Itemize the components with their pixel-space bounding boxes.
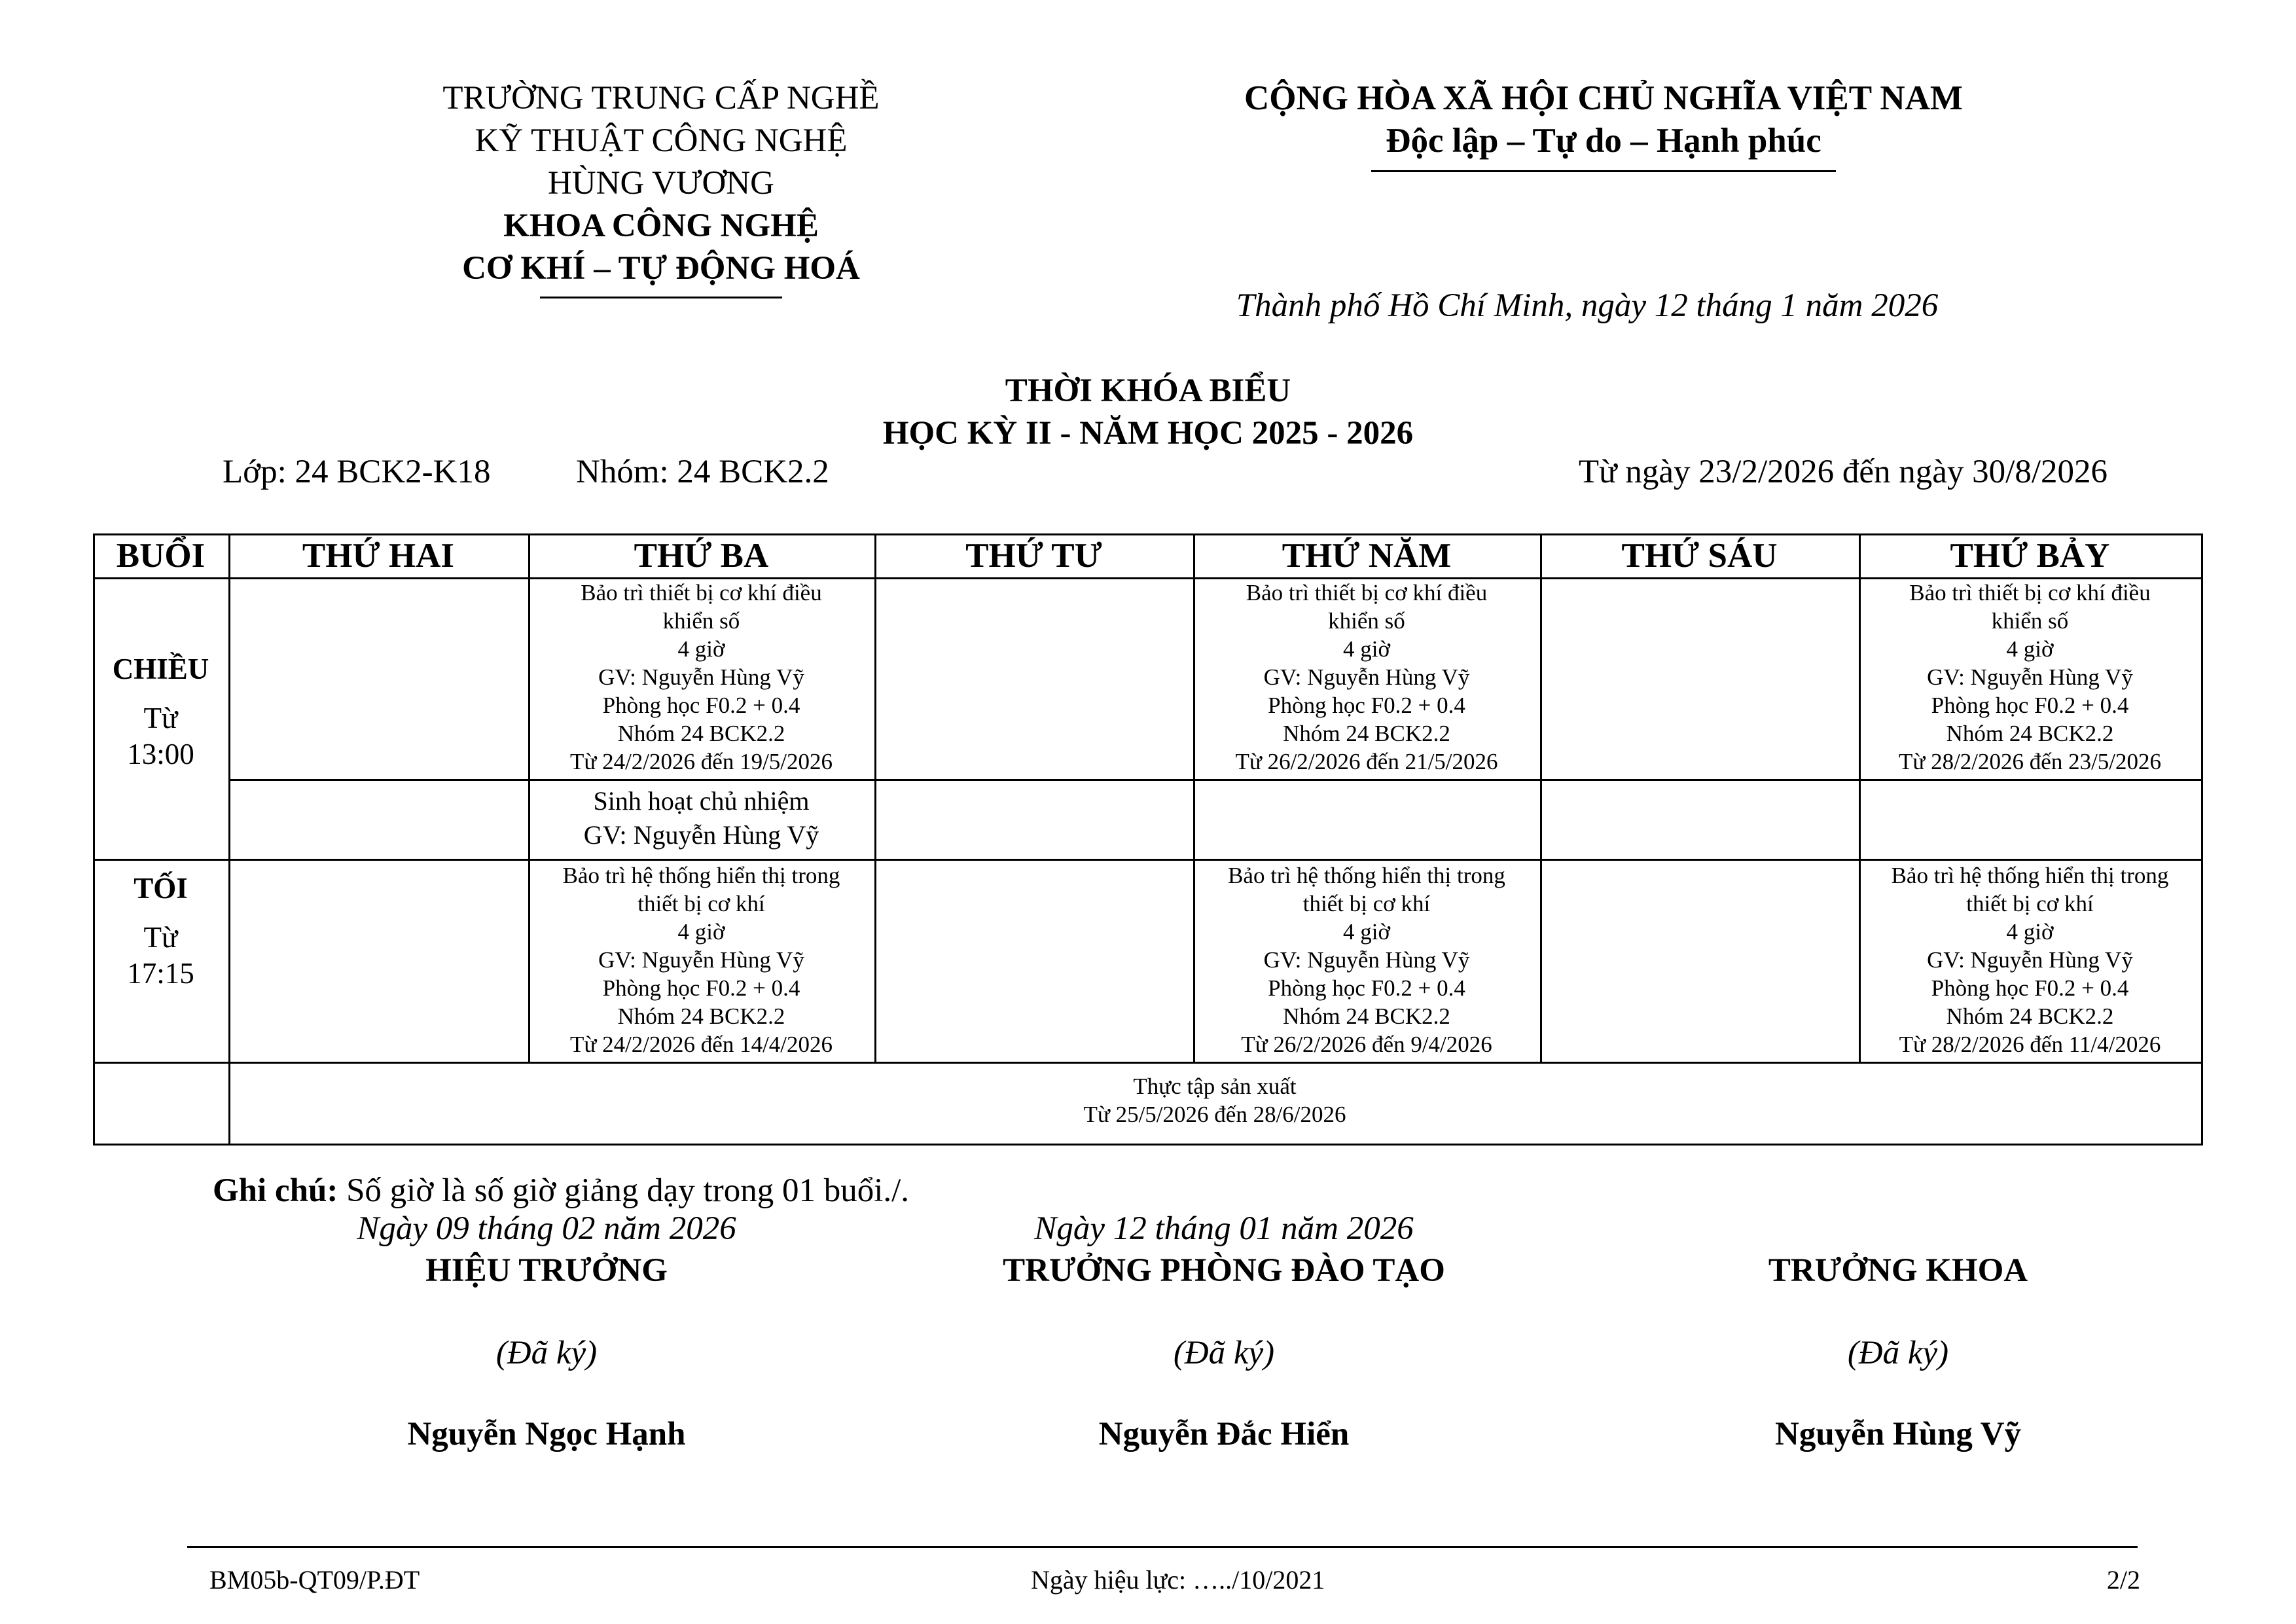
session-chieu-time: 13:00 <box>127 738 194 770</box>
toi-sat-class <box>1859 861 2201 1058</box>
header-divider <box>540 297 782 298</box>
teacher: GV: Nguyễn Hùng Vỹ <box>598 947 804 973</box>
session-toi-name: TỐI <box>134 872 188 905</box>
period: Từ 24/2/2026 đến 19/5/2026 <box>569 749 833 774</box>
signature-faculty-head <box>1604 1208 2193 1455</box>
group: Nhóm 24 BCK2.2 <box>1283 721 1450 746</box>
period: Từ 28/2/2026 đến 11/4/2026 <box>1899 1032 2161 1057</box>
signature-role: HIỆU TRƯỞNG <box>425 1252 668 1289</box>
signature-role: TRƯỞNG KHOA <box>1768 1252 2028 1289</box>
period: Từ 28/2/2026 đến 23/5/2026 <box>1898 749 2162 774</box>
subject-line2: thiết bị cơ khí <box>1966 891 2094 916</box>
homeroom-teacher: GV: Nguyễn Hùng Vỹ <box>583 820 819 850</box>
signature-signed: (Đã ký) <box>1847 1335 1949 1371</box>
header-thu-tu: THỨ TƯ <box>965 536 1102 575</box>
chieu-sat-class <box>1859 579 2201 776</box>
hours: 4 giờ <box>2006 919 2054 945</box>
period: Từ 26/2/2026 đến 21/5/2026 <box>1235 749 1498 774</box>
chieu-thu-class <box>1193 579 1540 776</box>
school-name-line1: TRƯỜNG TRUNG CẤP NGHỀ <box>442 80 880 117</box>
col-line-1 <box>228 533 230 1146</box>
form-code: BM05b-QT09/P.ĐT <box>209 1565 420 1595</box>
group-label: Nhóm: 24 BCK2.2 <box>576 454 829 490</box>
signature-training-head <box>929 1208 1518 1455</box>
title-line1: THỜI KHÓA BIỂU <box>1005 372 1291 409</box>
note-label: Ghi chú: <box>213 1172 338 1209</box>
subject-line2: khiển số <box>1991 608 2069 634</box>
effective-date: Ngày hiệu lực: …../10/2021 <box>1031 1565 1325 1595</box>
signature-signed: (Đã ký) <box>1173 1335 1275 1371</box>
signature-date: Ngày 09 tháng 02 năm 2026 <box>357 1210 736 1247</box>
table-border-right <box>2201 533 2203 1146</box>
signature-name: Nguyễn Đắc Hiển <box>1098 1416 1350 1453</box>
footer-divider <box>187 1546 2138 1548</box>
school-name-line3: HÙNG VƯƠNG <box>547 165 775 202</box>
subject-line1: Bảo trì thiết bị cơ khí điều <box>1246 580 1488 605</box>
internship-cell <box>228 1072 2201 1128</box>
room: Phòng học F0.2 + 0.4 <box>1268 975 1465 1001</box>
group: Nhóm 24 BCK2.2 <box>1946 721 2114 746</box>
homeroom-title: Sinh hoạt chủ nhiệm <box>593 786 810 816</box>
hours: 4 giờ <box>2006 636 2054 662</box>
page-number: 2/2 <box>2106 1565 2140 1595</box>
col-line-5 <box>1540 533 1542 1064</box>
toi-bottom-line <box>93 1062 2203 1064</box>
teacher: GV: Nguyễn Hùng Vỹ <box>1263 947 1470 973</box>
signature-date <box>1604 1208 2193 1250</box>
group: Nhóm 24 BCK2.2 <box>617 1003 785 1029</box>
chieu-tue-class <box>528 579 874 776</box>
room: Phòng học F0.2 + 0.4 <box>602 975 800 1001</box>
session-chieu-name: CHIỀU <box>112 653 209 685</box>
session-toi-time: 17:15 <box>127 957 194 990</box>
room: Phòng học F0.2 + 0.4 <box>1268 693 1465 718</box>
signature-date: Ngày 12 tháng 01 năm 2026 <box>1034 1210 1414 1247</box>
table-border-bottom <box>93 1144 2203 1146</box>
subject-line1: Bảo trì hệ thống hiển thị trong <box>1228 863 1505 888</box>
internship-title: Thực tập sản xuất <box>1133 1074 1297 1099</box>
nation-motto: Độc lập – Tự do – Hạnh phúc <box>1371 120 1836 172</box>
hours: 4 giờ <box>1343 919 1390 945</box>
signature-role: TRƯỞNG PHÒNG ĐÀO TẠO <box>1003 1252 1445 1289</box>
signature-name: Nguyễn Hùng Vỹ <box>1774 1416 2021 1453</box>
class-label: Lớp: 24 BCK2-K18 <box>223 454 491 490</box>
signature-principal <box>252 1208 841 1455</box>
nation-name: CỘNG HÒA XÃ HỘI CHỦ NGHĨA VIỆT NAM <box>1244 79 1963 117</box>
teacher: GV: Nguyễn Hùng Vỹ <box>1263 664 1470 690</box>
date-place: Thành phố Hồ Chí Minh, ngày 12 tháng 1 năm 2026 <box>1236 287 1939 324</box>
date-range: Từ ngày 23/2/2026 đến ngày 30/8/2026 <box>1578 454 2108 490</box>
school-name-line2: KỸ THUẬT CÔNG NGHỆ <box>475 122 848 159</box>
subject-line2: thiết bị cơ khí <box>637 891 765 916</box>
subject-line2: thiết bị cơ khí <box>1302 891 1431 916</box>
teacher: GV: Nguyễn Hùng Vỹ <box>1927 664 2133 690</box>
header-thu-nam: THỨ NĂM <box>1282 536 1452 575</box>
room: Phòng học F0.2 + 0.4 <box>1931 975 2129 1001</box>
title-line2: HỌC KỲ II - NĂM HỌC 2025 - 2026 <box>882 415 1414 452</box>
session-chieu <box>93 651 228 772</box>
session-toi <box>93 871 228 992</box>
document-title <box>755 370 1541 455</box>
chieu-tue-homeroom <box>528 784 874 852</box>
room: Phòng học F0.2 + 0.4 <box>602 693 800 718</box>
note <box>213 1172 909 1210</box>
session-chieu-from: Từ <box>143 702 178 734</box>
subject-line2: khiển số <box>662 608 740 634</box>
signature-name: Nguyễn Ngọc Hạnh <box>407 1416 686 1453</box>
col-line-3 <box>874 533 876 1064</box>
session-toi-from: Từ <box>143 921 178 954</box>
subject-line1: Bảo trì thiết bị cơ khí điều <box>1909 580 2151 605</box>
period: Từ 26/2/2026 đến 9/4/2026 <box>1241 1032 1492 1057</box>
hours: 4 giờ <box>677 636 725 662</box>
nation-header <box>1178 77 2029 172</box>
room: Phòng học F0.2 + 0.4 <box>1931 693 2129 718</box>
header-thu-ba: THỨ BA <box>634 536 769 575</box>
header-thu-hai: THỨ HAI <box>302 536 455 575</box>
toi-thu-class <box>1193 861 1540 1058</box>
subject-line2: khiển số <box>1328 608 1405 634</box>
hours: 4 giờ <box>677 919 725 945</box>
group: Nhóm 24 BCK2.2 <box>617 721 785 746</box>
header-thu-bay: THỨ BẢY <box>1950 536 2110 575</box>
school-header <box>367 77 956 298</box>
teacher: GV: Nguyễn Hùng Vỹ <box>1927 947 2133 973</box>
note-text: Số giờ là số giờ giảng dạy trong 01 buổi./. <box>338 1172 910 1209</box>
subject-line1: Bảo trì hệ thống hiển thị trong <box>1891 863 2169 888</box>
internship-period: Từ 25/5/2026 đến 28/6/2026 <box>1083 1102 1346 1127</box>
hours: 4 giờ <box>1343 636 1390 662</box>
subject-line1: Bảo trì thiết bị cơ khí điều <box>581 580 822 605</box>
header-buoi: BUỔI <box>116 536 206 575</box>
schedule-table <box>93 533 2203 1146</box>
faculty-name-line1: KHOA CÔNG NGHỆ <box>503 208 819 244</box>
header-thu-sau: THỨ SÁU <box>1621 536 1778 575</box>
signature-signed: (Đã ký) <box>495 1335 598 1371</box>
table-border-left <box>93 533 95 1146</box>
group: Nhóm 24 BCK2.2 <box>1946 1003 2114 1029</box>
teacher: GV: Nguyễn Hùng Vỹ <box>598 664 804 690</box>
chieu-inner-line <box>228 779 2203 781</box>
faculty-name-line2: CƠ KHÍ – TỰ ĐỘNG HOÁ <box>462 250 860 287</box>
chieu-bottom-line <box>93 859 2203 861</box>
group: Nhóm 24 BCK2.2 <box>1283 1003 1450 1029</box>
period: Từ 24/2/2026 đến 14/4/2026 <box>569 1032 833 1057</box>
subject-line1: Bảo trì hệ thống hiển thị trong <box>562 863 840 888</box>
toi-tue-class <box>528 861 874 1058</box>
